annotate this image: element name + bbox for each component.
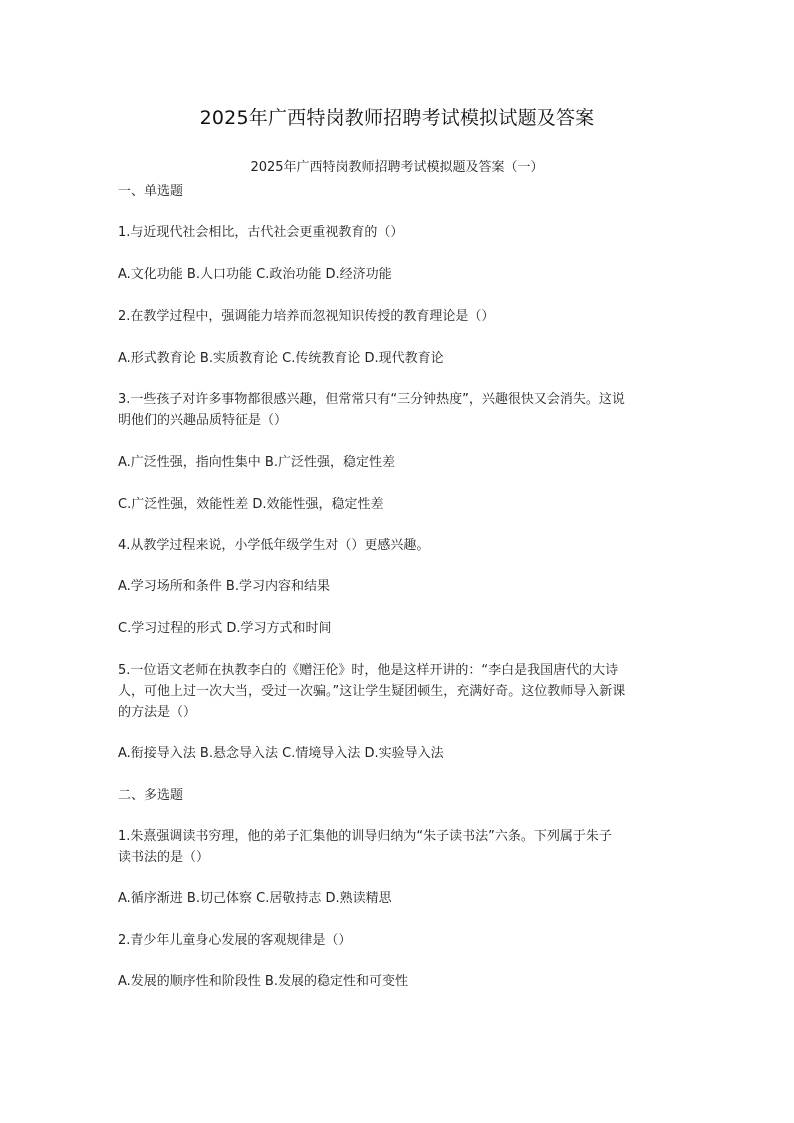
question-4-options-line-2: C.学习过程的形式 D.学习方式和时间 (118, 621, 332, 636)
document-title: 2025年广西特岗教师招聘考试模拟试题及答案 (199, 107, 595, 129)
multi-question-1-options: A.循序渐进 B.切己体察 C.居敬持志 D.熟读精思 (118, 891, 392, 906)
question-2-options: A.形式教育论 B.实质教育论 C.传统教育论 D.现代教育论 (118, 351, 444, 366)
question-3-line-2: 明他们的兴趣品质特征是（） (118, 413, 288, 428)
question-4: 4.从教学过程来说，小学低年级学生对（）更感兴趣。 (118, 538, 430, 553)
question-3-options-line-1: A.广泛性强，指向性集中 B.广泛性强，稳定性差 (118, 455, 395, 470)
question-3-options-line-2: C.广泛性强，效能性差 D.效能性强，稳定性差 (118, 497, 384, 512)
question-2: 2.在教学过程中，强调能力培养而忽视知识传授的教育理论是（） (118, 309, 495, 324)
multi-question-1-line-2: 读书法的是（） (118, 850, 210, 865)
section-heading-multiple-choice: 二、多选题 (118, 788, 184, 803)
multi-question-2-options: A.发展的顺序性和阶段性 B.发展的稳定性和可变性 (118, 974, 408, 989)
question-5-line-2: 人，可他上过一次大当，受过一次骗。”这让学生疑团顿生，充满好奇。这位教师导入新课 (118, 684, 626, 699)
section-heading-single-choice: 一、单选题 (118, 184, 184, 199)
question-5-options: A.衔接导入法 B.悬念导入法 C.情境导入法 D.实验导入法 (118, 746, 444, 761)
question-4-options-line-1: A.学习场所和条件 B.学习内容和结果 (118, 579, 330, 594)
question-5-line-1: 5.一位语文老师在执教李白的《赠汪伦》时，他是这样开讲的：“李白是我国唐代的大诗 (118, 663, 619, 678)
question-3-line-1: 3.一些孩子对许多事物都很感兴趣，但常常只有“三分钟热度”，兴趣很快又会消失。这说 (118, 392, 625, 407)
multi-question-2: 2.青少年儿童身心发展的客观规律是（） (118, 933, 352, 948)
question-1: 1.与近现代社会相比，古代社会更重视教育的（） (118, 225, 404, 240)
question-5-line-3: 的方法是（） (118, 705, 197, 720)
document-subtitle: 2025年广西特岗教师招聘考试模拟题及答案（一） (250, 160, 544, 175)
multi-question-1-line-1: 1.朱熹强调读书穷理，他的弟子汇集他的训导归纳为“朱子读书法”六条。下列属于朱子 (118, 829, 612, 844)
question-1-options: A.文化功能 B.人口功能 C.政治功能 D.经济功能 (118, 267, 392, 282)
